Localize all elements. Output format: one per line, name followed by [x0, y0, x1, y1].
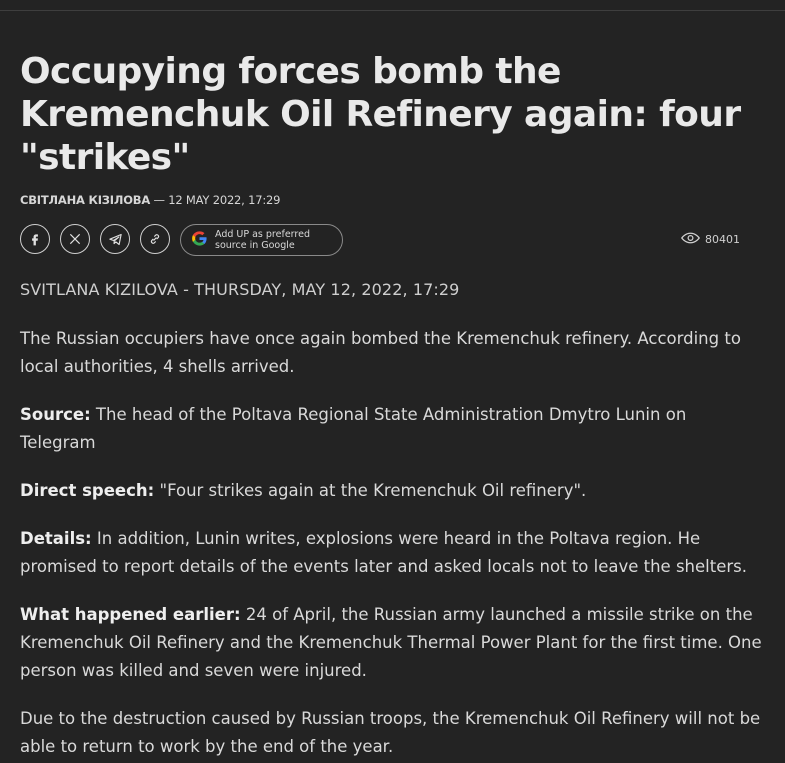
google-preferred-source-button[interactable]	[180, 224, 343, 256]
article	[20, 50, 765, 761]
facebook-icon	[28, 232, 42, 246]
top-divider	[0, 0, 785, 11]
paragraph-source	[20, 401, 765, 457]
article-meta-line: SVITLANA KIZILOVA - THURSDAY, MAY 12, 2022, 17:29	[20, 280, 460, 299]
telegram-icon	[108, 232, 123, 247]
x-share-button[interactable]	[60, 224, 90, 254]
direct-speech-label: Direct speech:	[20, 481, 155, 500]
paragraph-details	[20, 525, 765, 581]
telegram-share-button[interactable]	[100, 224, 130, 254]
google-pill-line2: source in Google	[215, 240, 295, 251]
share-row	[20, 224, 765, 258]
view-count	[681, 232, 740, 247]
details-text: In addition, Lunin writes, explosions were heard in the Poltava region. He promised to report details of the events later and asked locals not to leave the shelters.	[20, 529, 747, 576]
paragraph-1: The Russian occupiers have once again bombed the Kremenchuk refinery. According to local authorities, 4 shells arrived.	[20, 329, 741, 376]
direct-speech-text: "Four strikes again at the Kremenchuk Oil refinery".	[154, 481, 587, 500]
eye-icon	[681, 232, 705, 247]
view-count-value: 80401	[705, 233, 740, 246]
google-icon	[191, 230, 215, 251]
google-pill-line1: Add UP as preferred	[215, 229, 310, 240]
x-icon	[68, 232, 82, 246]
link-icon	[148, 232, 162, 246]
byline-author[interactable]: СВІТЛАНА КІЗІЛОВА	[20, 193, 151, 207]
copy-link-button[interactable]	[140, 224, 170, 254]
byline	[20, 193, 765, 207]
earlier-label: What happened earlier:	[20, 605, 241, 624]
byline-date: — 12 MAY 2022, 17:29	[150, 193, 281, 207]
details-label: Details:	[20, 529, 92, 548]
earlier-text: 24 of April, the Russian army launched a missile strike on the Kremenchuk Oil Refinery and the Kremenchuk Thermal Power Plant for the first time. One person was killed and seven were injured.	[20, 605, 762, 680]
facebook-share-button[interactable]	[20, 224, 50, 254]
paragraph-earlier	[20, 601, 765, 685]
source-label: Source:	[20, 405, 91, 424]
google-pill-label	[215, 229, 310, 251]
article-title: Occupying forces bomb the Kremenchuk Oil Refinery again: four "strikes"	[20, 51, 741, 178]
paragraph-direct-speech	[20, 477, 765, 505]
source-text: The head of the Poltava Regional State Administration Dmytro Lunin on Telegram	[20, 405, 687, 452]
paragraph-6: Due to the destruction caused by Russian troops, the Kremenchuk Oil Refinery will not be able to return to work by the end of the year.	[20, 709, 761, 756]
